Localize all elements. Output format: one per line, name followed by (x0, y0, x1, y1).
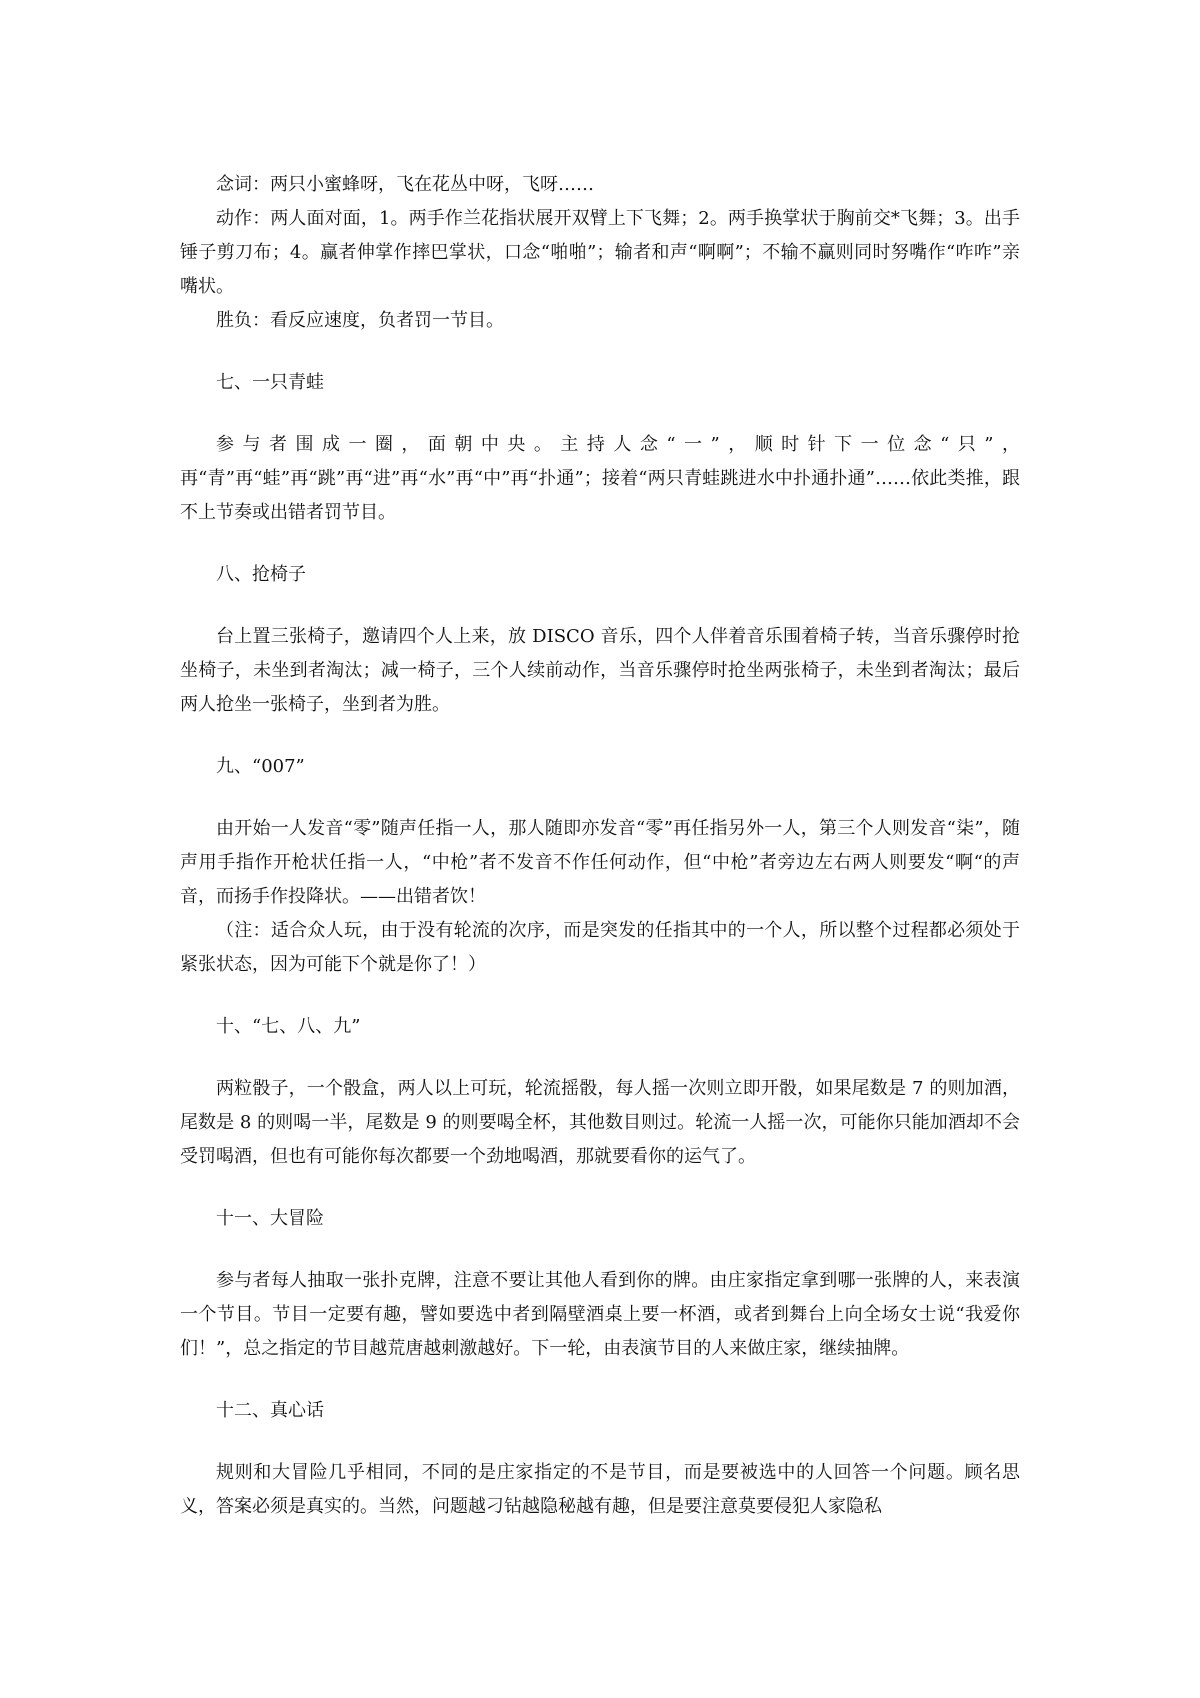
section-paragraph-10: 两粒骰子，一个骰盒，两人以上可玩，轮流摇骰，每人摇一次则立即开骰，如果尾数是 7 的则加酒，尾数是 8 的则喝一半，尾数是 9 的则要喝全杯，其他数目则过。轮流一人摇一次，可能你只能加酒却不会受罚喝酒，但也有可能你每次都要一个劲地喝酒，那就要看你的运气了。 (180, 1078, 1020, 1167)
section-heading-10: 十、“七、八、九” (216, 1016, 361, 1037)
section-note-9: （注：适合众人玩，由于没有轮流的次序，而是突发的任指其中的一个人，所以整个过程都必须处于紧张状态，因为可能下个就是你了！） (180, 920, 1020, 975)
section-heading-7: 七、一只青蛙 (216, 372, 324, 393)
intro-action: 动作：两人面对面，1。两手作兰花指状展开双臂上下飞舞；2。两手换掌状于胸前交*飞舞；3。出手锤子剪刀布；4。赢者伸掌作摔巴掌状，口念“啪啪”；输者和声“啊啊”；不输不赢则同时努嘴作“咋咋”亲嘴状。 (180, 208, 1020, 297)
intro-chant: 念词：两只小蜜蜂呀，飞在花丛中呀，飞呀…… (216, 174, 594, 195)
section-heading-11: 十一、大冒险 (216, 1208, 324, 1229)
section-paragraph-9: 由开始一人发音“零”随声任指一人，那人随即亦发音“零”再任指另外一人，第三个人则发音“柒”，随声用手指作开枪状任指一人，“中枪”者不发音不作任何动作，但“中枪”者旁边左右两人则要发“啊“的声音，而扬手作投降状。——出错者饮！ (180, 818, 1020, 907)
intro-result: 胜负：看反应速度，负者罚一节目。 (216, 310, 504, 331)
section-heading-12: 十二、真心话 (216, 1400, 324, 1421)
section-paragraph-7: 参与者围成一圈，面朝中央。主持人念“一”，顺时针下一位念“只”，再“青”再“蛙”再“跳”再“进”再“水”再“中”再“扑通”；接着“两只青蛙跳进水中扑通扑通”……依此类推，跟不上节奏或出错者罚节目。 (180, 434, 1020, 523)
section-paragraph-11: 参与者每人抽取一张扑克牌，注意不要让其他人看到你的牌。由庄家指定拿到哪一张牌的人，来表演一个节目。节目一定要有趣，譬如要选中者到隔壁酒桌上要一杯酒，或者到舞台上向全场女士说“我爱你们！”，总之指定的节目越荒唐越刺激越好。下一轮，由表演节目的人来做庄家，继续抽牌。 (180, 1270, 1020, 1359)
section-heading-8: 八、抢椅子 (216, 564, 306, 585)
section-paragraph-8: 台上置三张椅子，邀请四个人上来，放 DISCO 音乐，四个人伴着音乐围着椅子转，当音乐骤停时抢坐椅子，未坐到者淘汰；减一椅子，三个人续前动作，当音乐骤停时抢坐两张椅子，未坐到者淘汰；最后两人抢坐一张椅子，坐到者为胜。 (180, 626, 1020, 715)
section-heading-9: 九、“007” (216, 756, 305, 777)
section-paragraph-12: 规则和大冒险几乎相同，不同的是庄家指定的不是节目，而是要被选中的人回答一个问题。顾名思义，答案必须是真实的。当然，问题越刁钻越隐秘越有趣，但是要注意莫要侵犯人家隐私 (180, 1462, 1020, 1517)
